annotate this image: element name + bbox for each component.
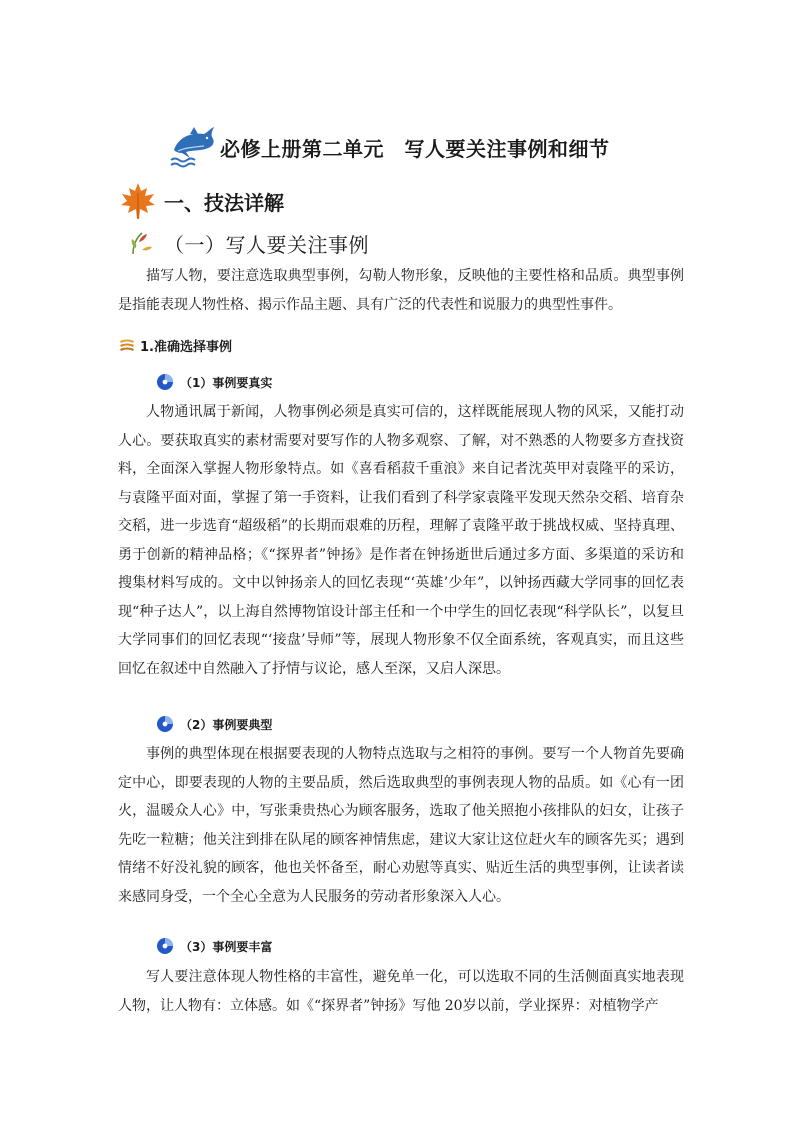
item-heading-row xyxy=(156,934,272,958)
point-heading-row xyxy=(118,332,232,358)
intro-paragraph: 描写人物，要注意选取典型事例，勾勒人物形象，反映他的主要性格和品质。典型事例是指能表现人物性格、揭示作品主题、具有广泛的代表性和说服力的典型性事件。 xyxy=(118,268,684,313)
subsection-heading-row xyxy=(128,226,369,260)
item-heading: （2）事例要典型 xyxy=(180,717,273,732)
item-heading-row xyxy=(156,370,272,394)
title-row xyxy=(168,120,610,174)
pie-chart-icon xyxy=(156,937,174,955)
item-heading: （1）事例要真实 xyxy=(180,375,273,390)
maple-leaf-icon xyxy=(118,181,158,221)
item-paragraph: 人物通讯属于新闻，人物事例必须是真实可信的，这样既能展现人物的风采，又能打动人心。要获取真实的素材需要对要写作的人物多观察、了解，对不熟悉的人物要多方查找资料，全面深入掌握人物形象特点。如《喜看稻菽千重浪》来自记者沈英甲对袁隆平的采访，与袁隆平面对面，掌握了第一手资料，让我们看到了科学家袁隆平发现天然杂交稻、培育杂交稻，进一步选育“超级稻”的长期而艰难的历程，理解了袁隆平敢于挑战权威、坚持真理、勇于创新的精神品格；《“探界者”钟扬》是作者在钟扬逝世后通过多方面、多渠道的采访和搜集材料写成的。文中以钟扬亲人的回忆表现“‘英雄’少年”，以钟扬西藏大学同事的回忆表现“种子达人”，以上海自然博物馆设计部主任和一个中学生的回忆表现“科学队长”，以复旦大学同事们的回忆表现“‘接盘’导师”等，展现人物形象不仅全面系统，客观真实，而且这些回忆在叙述中自然融入了抒情与议论，感人至深，又启人深思。 xyxy=(118,404,684,677)
item-paragraph: 写人要注意体现人物性格的丰富性，避免单一化，可以选取不同的生活侧面真实地表现人物，让人物有：立体感。如《“探界者”钟扬》写他 20岁以前，学业探界：对植物学产 xyxy=(118,969,684,1014)
pie-chart-icon xyxy=(156,715,174,733)
item-heading: （3）事例要丰富 xyxy=(180,939,273,954)
pie-chart-icon xyxy=(156,373,174,391)
item-paragraph: 事例的典型体现在根据要表现的人物特点选取与之相符的事例。要写一个人物首先要确定中心，即要表现的人物的主要品质，然后选取典型的事例表现人物的品质。如《心有一团火，温暖众人心》中，写张秉贵热心为顾客服务，选取了他关照抱小孩排队的妇女，让孩子先吃一粒糖；他关注到排在队尾的顾客神情焦虑，建议大家让这位赶火车的顾客先买；遇到情绪不好没礼貌的顾客，他也关怀备至，耐心劝慰等真实、贴近生活的典型事例，让读者读来感同身受，一个全心全意为人民服务的劳动者形象深入人心。 xyxy=(118,746,684,905)
sprout-icon xyxy=(128,230,154,256)
section-heading: 一、技法详解 xyxy=(164,190,284,215)
dolphin-icon xyxy=(168,122,218,172)
point-heading: 1.准确选择事例 xyxy=(140,339,232,355)
item-heading-row xyxy=(156,712,272,736)
document-title: 必修上册第二单元 写人要关注事例和细节 xyxy=(220,136,610,161)
subsection-heading: （一）写人要关注事例 xyxy=(164,232,369,257)
coin-stack-icon xyxy=(118,336,136,354)
section-heading-row xyxy=(118,180,284,222)
